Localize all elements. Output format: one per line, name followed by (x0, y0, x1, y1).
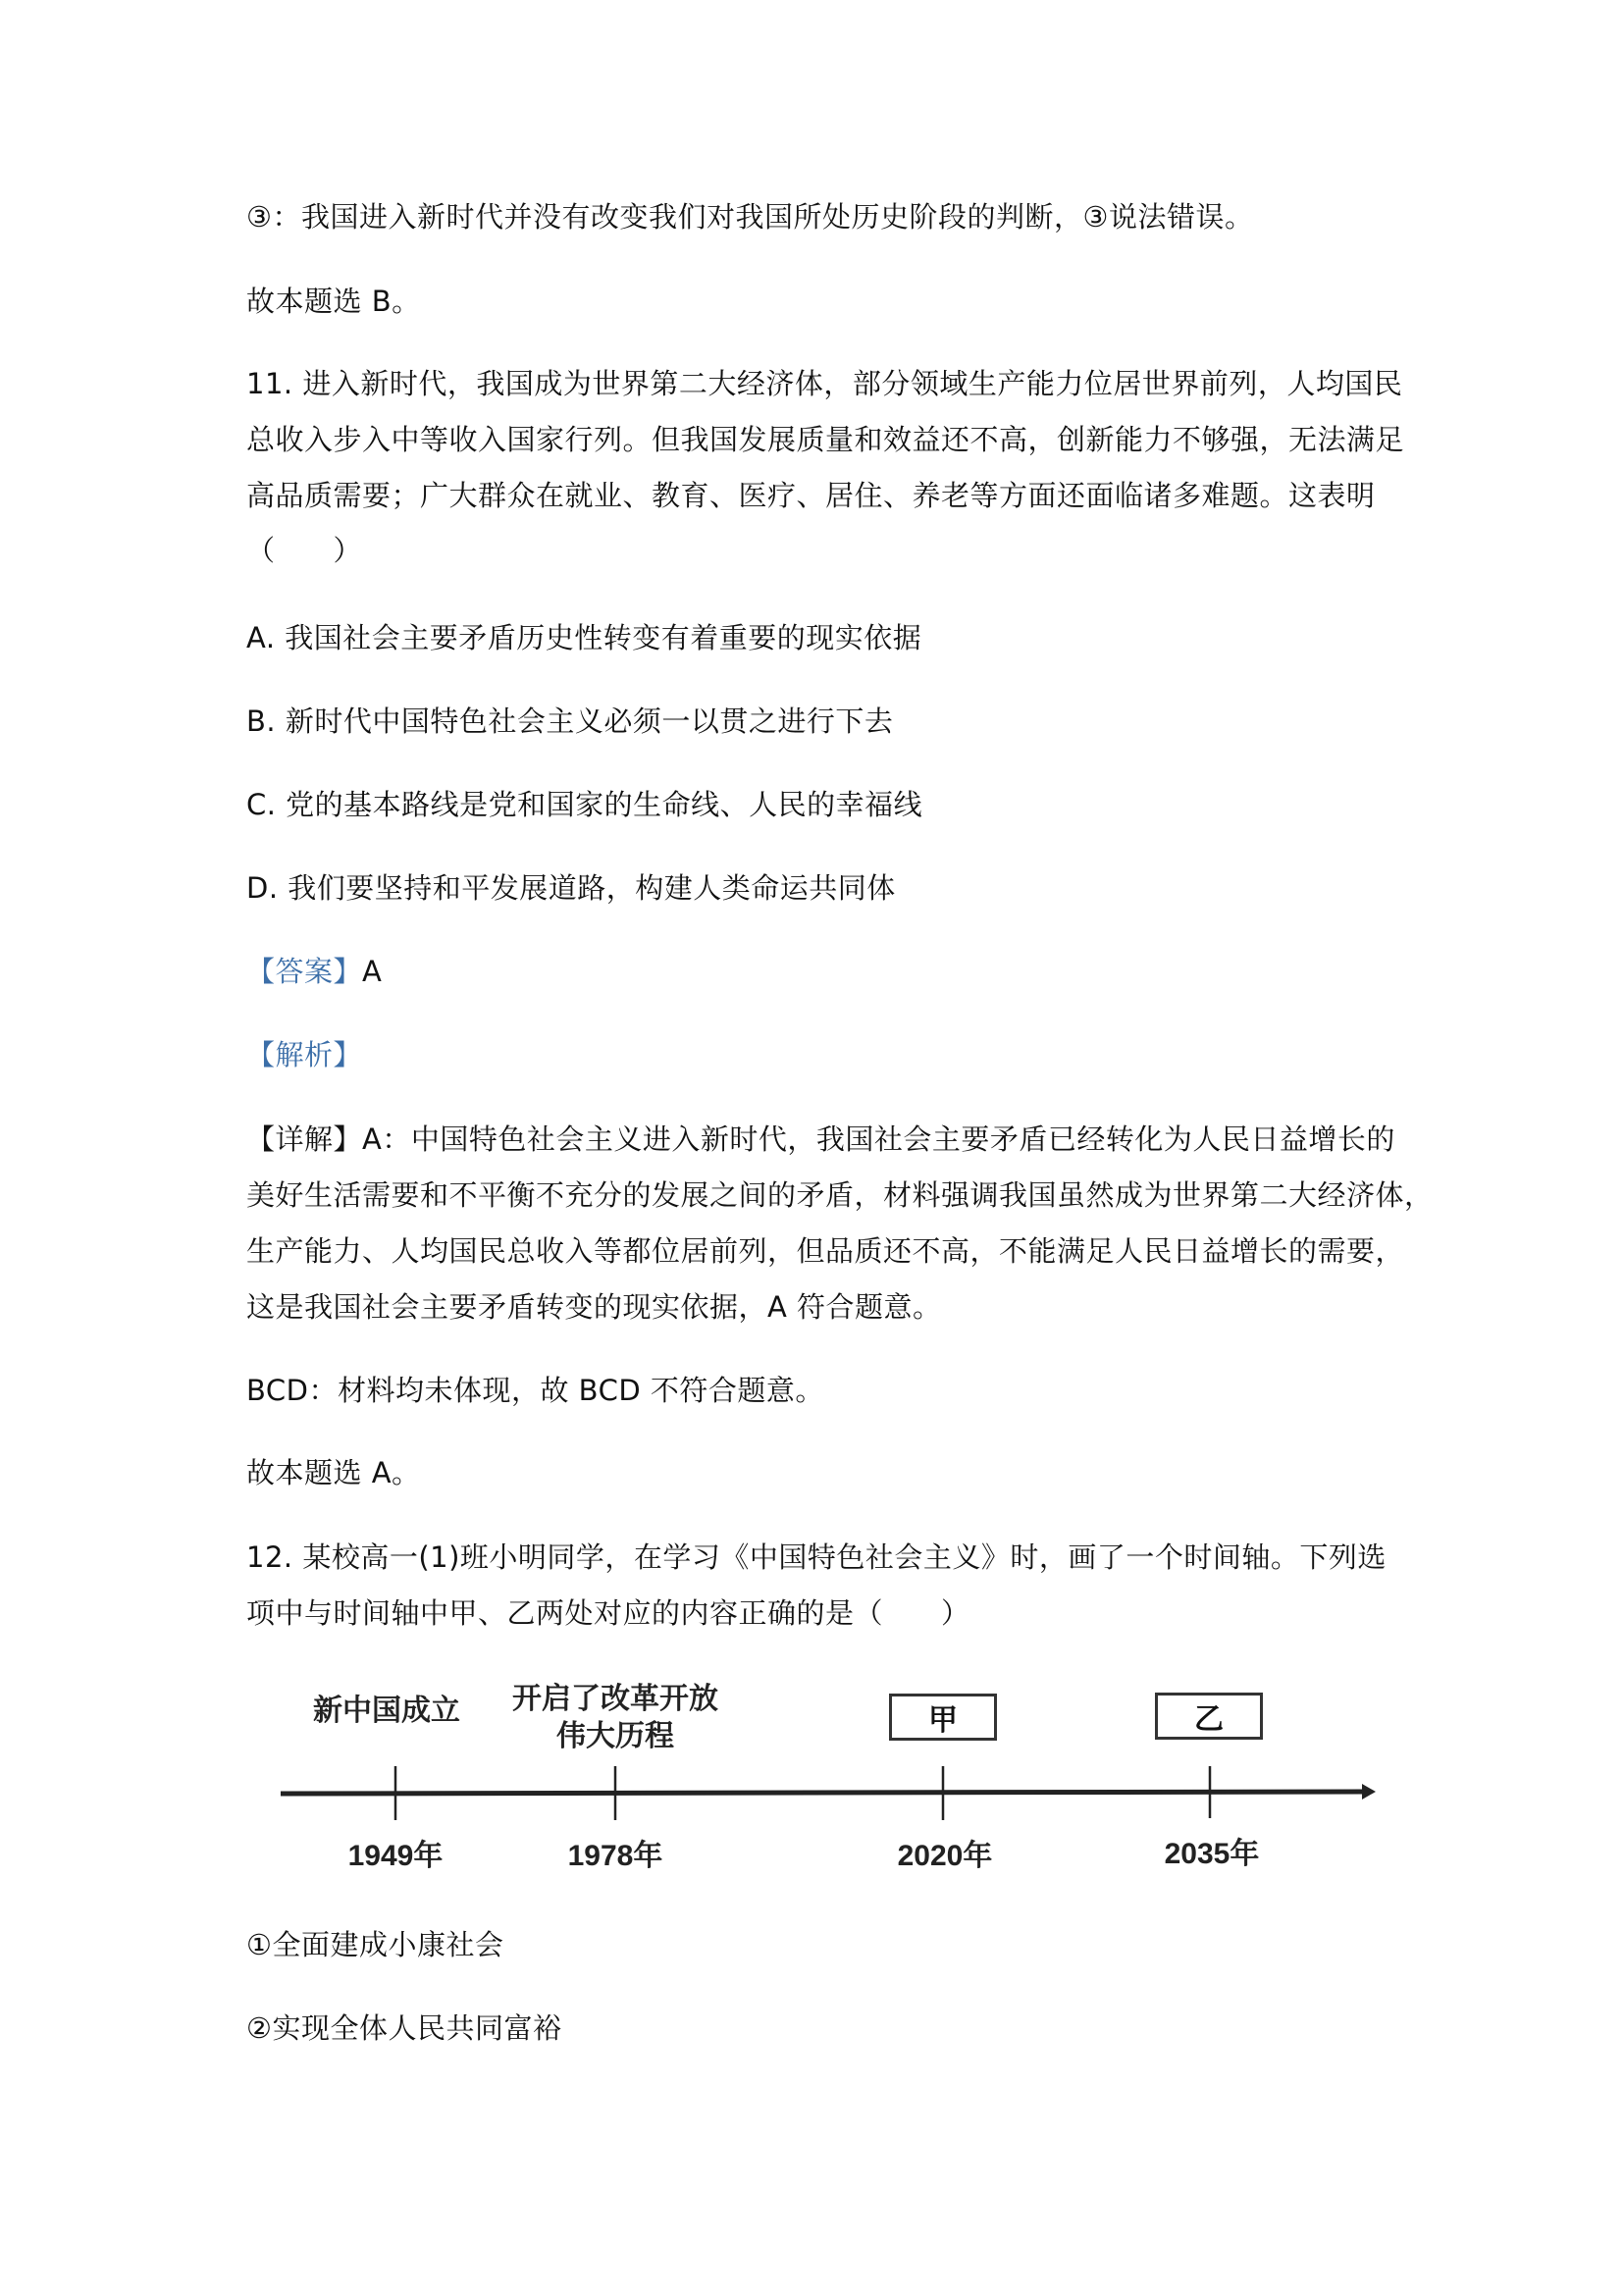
timeline-year-1978: 1978年 (567, 1840, 663, 1872)
detail-tag: 【详解】 (246, 1122, 363, 1156)
q12-choice-2: ②实现全体人民共同富裕 (246, 2011, 562, 2045)
answer-value: A (362, 955, 383, 988)
q11-stem-line: 总收入步入中等收入国家行列。但我国发展质量和效益还不高，创新能力不够强，无法满足 (246, 423, 1405, 456)
q11-detail-line: 这是我国社会主要矛盾转变的现实依据，A 符合题意。 (246, 1290, 942, 1324)
timeline-event-1978: 开启了改革开放 伟大历程 (512, 1682, 718, 1753)
timeline-box-yi: 乙 (1155, 1693, 1263, 1740)
q11-bcd: BCD：材料均未体现，故 BCD 不符合题意。 (246, 1374, 824, 1407)
prev-point-3: ③：我国进入新时代并没有改变我们对我国所处历史阶段的判断，③说法错误。 (246, 200, 1254, 234)
q11-detail-line: 生产能力、人均国民总收入等都位居前列，但品质还不高，不能满足人民日益增长的需要， (246, 1234, 1405, 1268)
q11-option-a: A. 我国社会主要矛盾历史性转变有着重要的现实依据 (246, 621, 922, 654)
timeline-box-jia: 甲 (889, 1694, 997, 1741)
q12-stem-line: 12. 某校高一(1)班小明同学，在学习《中国特色社会主义》时，画了一个时间轴。下列选 (246, 1540, 1387, 1574)
analysis-tag: 【解析】 (246, 1038, 363, 1071)
timeline-arrow-icon (1362, 1784, 1376, 1800)
timeline-event-1949: 新中国成立 (313, 1694, 460, 1728)
q11-option-c: C. 党的基本路线是党和国家的生命线、人民的幸福线 (246, 788, 923, 821)
q11-detail-line: 美好生活需要和不平衡不充分的发展之间的矛盾，材料强调我国虽然成为世界第二大经济体， (246, 1178, 1434, 1212)
timeline-year-1949: 1949年 (347, 1840, 444, 1872)
q11-stem-line: （ ） (246, 534, 363, 567)
q11-conclusion: 故本题选 A。 (246, 1456, 421, 1489)
detail-text: A：中国特色社会主义进入新时代，我国社会主要矛盾已经转化为人民日益增长的 (362, 1122, 1395, 1156)
timeline-year-2020: 2020年 (897, 1840, 993, 1872)
q11-stem-line: 高品质需要；广大群众在就业、教育、医疗、居住、养老等方面还面临诸多难题。这表明 (246, 479, 1376, 512)
q12-choice-1: ①全面建成小康社会 (246, 1928, 504, 1961)
answer-tag: 【答案】 (246, 955, 363, 988)
q11-option-d: D. 我们要坚持和平发展道路，构建人类命运共同体 (246, 871, 896, 905)
q12-stem-line: 项中与时间轴中甲、乙两处对应的内容正确的是（ ） (246, 1596, 970, 1630)
q11-option-b: B. 新时代中国特色社会主义必须一以贯之进行下去 (246, 704, 894, 738)
timeline-year-2035: 2035年 (1164, 1838, 1260, 1870)
prev-conclusion: 故本题选 B。 (246, 285, 421, 318)
timeline-axis (281, 1792, 1364, 1794)
q11-stem-line: 11. 进入新时代，我国成为世界第二大经济体，部分领域生产能力位居世界前列，人均国民 (246, 367, 1403, 400)
